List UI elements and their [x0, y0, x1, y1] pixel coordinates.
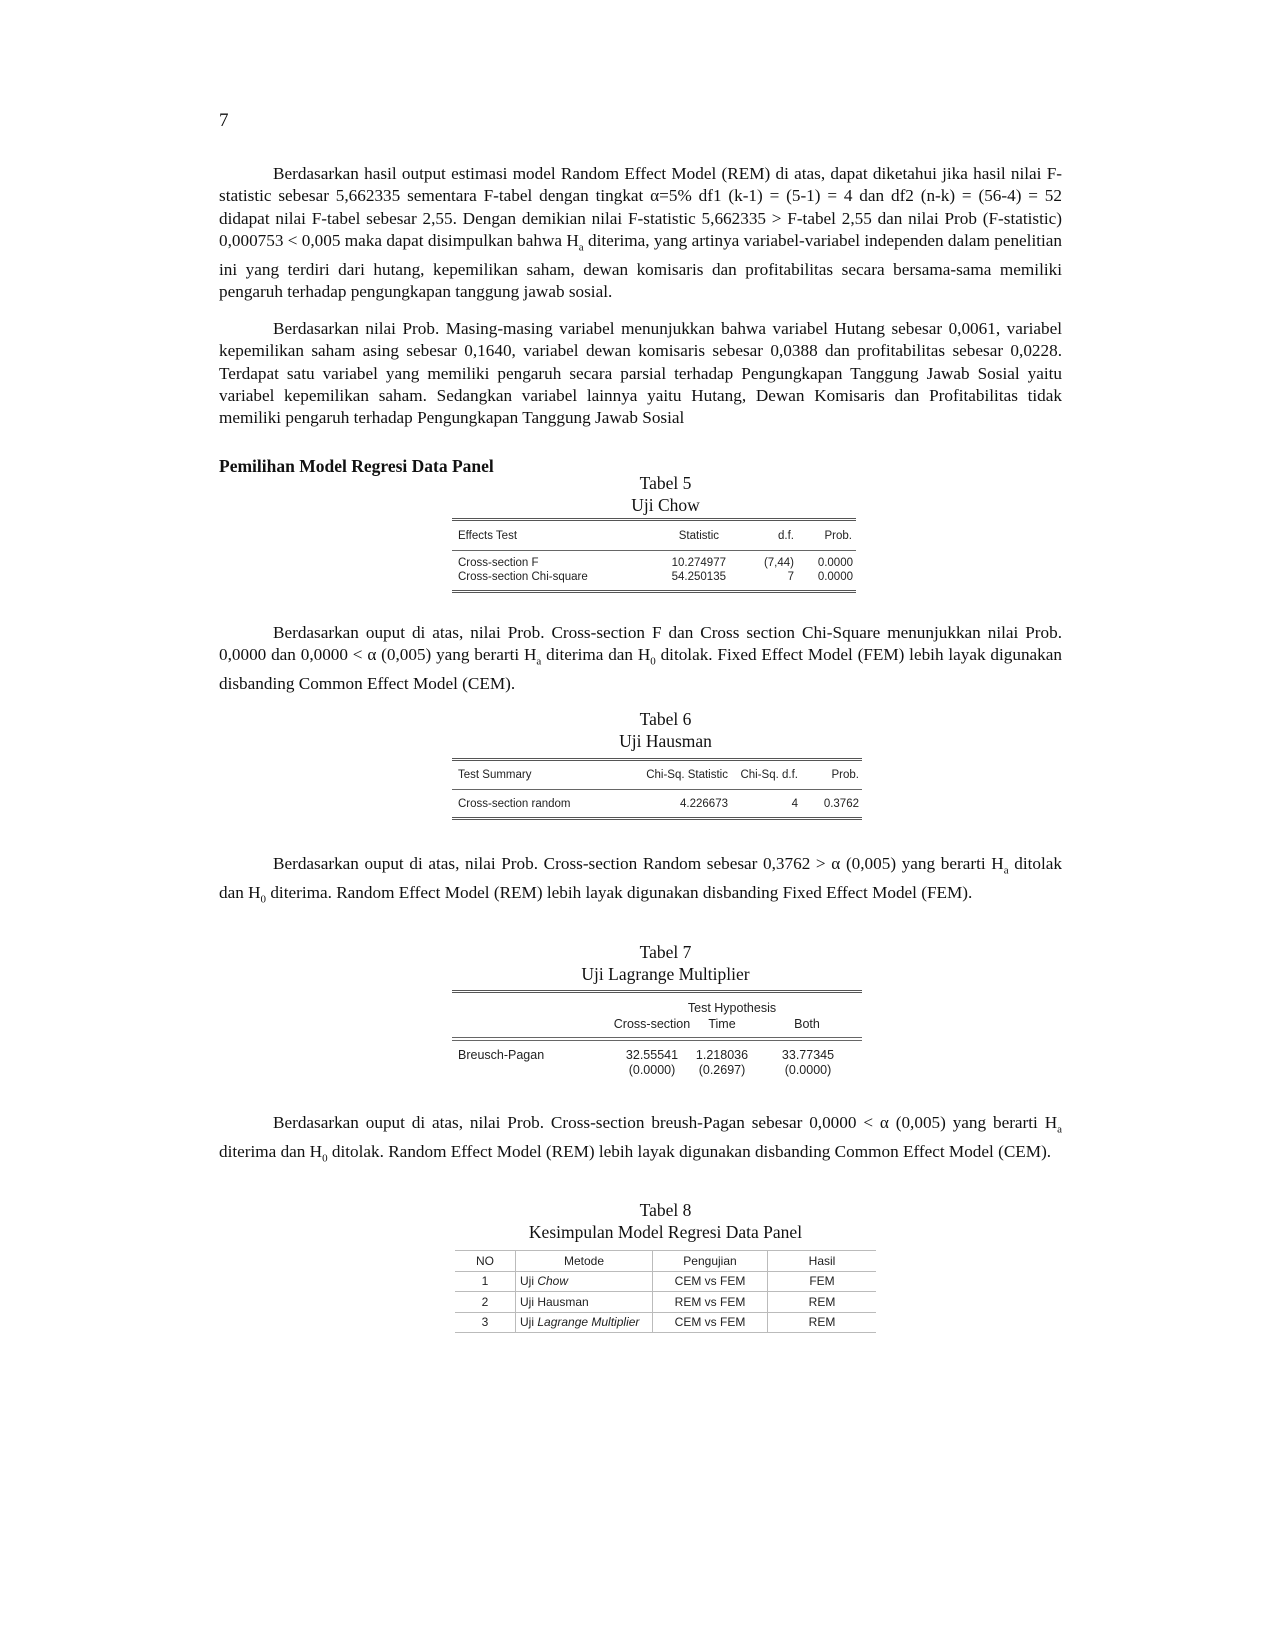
table5-caption-title: Uji Chow — [631, 495, 700, 515]
table8-row3-hasil: REM — [768, 1312, 877, 1333]
table8-row2-no: 2 — [455, 1292, 516, 1313]
table6-caption-number: Tabel 6 — [639, 709, 692, 729]
table8-header-metode: Metode — [516, 1251, 653, 1272]
page-number: 7 — [219, 110, 229, 131]
table5-row2-df: 7 — [787, 571, 794, 583]
table7-caption-number: Tabel 7 — [639, 942, 692, 962]
table5-row1-statistic: 10.274977 — [671, 557, 726, 569]
table7-header-both: Both — [794, 1017, 820, 1031]
table8-row3-no: 3 — [455, 1312, 516, 1333]
table5-row2-prob: 0.0000 — [817, 571, 853, 583]
table7-row-label: Breusch-Pagan — [458, 1048, 545, 1062]
table-row — [455, 1312, 876, 1333]
table7-caption-title: Uji Lagrange Multiplier — [581, 964, 750, 984]
table5-header-statistic: Statistic — [678, 530, 719, 542]
table-kesimpulan — [455, 1250, 876, 1333]
table8-header-no: NO — [455, 1251, 516, 1272]
table6-header-chi-sq-df: Chi-Sq. d.f. — [740, 769, 798, 781]
paragraph-hausman-result: Berdasarkan ouput di atas, nilai Prob. Cross-section Random sebesar 0,3762 > α (0,005) yang berarti $H_a$ ditolak dan $H_0$ diterima. Random Effect Model (REM) lebih layak digunakan disbanding Fixed Effect Model (FEM). — [219, 854, 1062, 906]
table8-caption-number: Tabel 8 — [639, 1200, 692, 1220]
table8-header-pengujian: Pengujian — [653, 1251, 768, 1272]
table8-caption-title: Kesimpulan Model Regresi Data Panel — [528, 1222, 803, 1242]
table8-row1-hasil: FEM — [768, 1271, 877, 1292]
table6-row1-label: Cross-section random — [458, 798, 571, 810]
table8-row2-pengujian: REM vs FEM — [653, 1292, 768, 1313]
paragraph-t-test: Berdasarkan nilai Prob. Masing-masing variabel menunjukkan bahwa variabel Hutang sebesar 0,0061, variabel kepemilikan saham asing sebesar 0,1640, variabel dewan komisaris sebesar 0,0388 dan profitabilitas sebesar 0,0228. Terdapat satu variabel yang memiliki pengaruh secara parsial terhadap Pengungkapan Tanggung Jawab Sosial yaitu variabel kepemilikan saham. Sedangkan variabel lainnya yaitu Hutang, Dewan Komisaris dan Profitabilitas tidak memiliki pengaruh terhadap Pengungkapan Tanggung Jawab Sosial — [219, 319, 1062, 428]
table-row — [455, 1271, 876, 1292]
table6-header-prob: Prob. — [831, 769, 859, 781]
table8-row1-no: 1 — [455, 1271, 516, 1292]
table8-header-hasil: Hasil — [768, 1251, 877, 1272]
table8-row3-pengujian: CEM vs FEM — [653, 1312, 768, 1333]
paragraph-chow-result: Berdasarkan ouput di atas, nilai Prob. Cross-section F dan Cross section Chi-Square menunjukkan nilai Prob. 0,0000 dan 0,0000 < α (0,005) yang berarti $H_a$ diterima dan $H_0$ ditolak. Fixed Effect Model (FEM) lebih layak digunakan disbanding Common Effect Model (CEM). — [219, 623, 1062, 694]
table5-header-df: d.f. — [778, 530, 794, 542]
table7-prob-both: (0.0000) — [784, 1063, 832, 1077]
table-uji-chow — [452, 518, 856, 598]
table5-row1-prob: 0.0000 — [817, 557, 853, 569]
table7-group-header: Test Hypothesis — [687, 1001, 777, 1015]
section-heading: Pemilihan Model Regresi Data Panel — [219, 456, 494, 476]
table7-value-both: 33.77345 — [781, 1048, 835, 1062]
table8-row2-metode: Uji Hausman — [516, 1292, 653, 1313]
table6-header-test-summary: Test Summary — [458, 769, 532, 781]
table6-row1-df: 4 — [791, 798, 798, 810]
table5-caption-number: Tabel 5 — [639, 473, 692, 493]
table7-prob-time: (0.2697) — [698, 1063, 746, 1077]
table6-row1-statistic: 4.226673 — [680, 798, 728, 810]
table5-header-effects-test: Effects Test — [458, 530, 518, 542]
table5-row2-label: Cross-section Chi-square — [458, 571, 588, 583]
table6-row1-prob: 0.3762 — [823, 798, 859, 810]
paragraph-lm-result: Berdasarkan ouput di atas, nilai Prob. Cross-section breush-Pagan sebesar 0,0000 < α (0,005) yang berarti $H_a$ diterima dan $H_0$ ditolak. Random Effect Model (REM) lebih layak digunakan disbanding Common Effect Model (CEM). — [219, 1113, 1062, 1165]
table5-header-prob: Prob. — [824, 530, 852, 542]
table8-row1-metode: Uji Chow — [516, 1271, 653, 1292]
table8-row2-hasil: REM — [768, 1292, 877, 1313]
paragraph-f-test: Berdasarkan hasil output estimasi model Random Effect Model (REM) di atas, dapat diketahui jika hasil nilai F-statistic sebesar 5,662335 sementara F-tabel dengan tingkat α=5% df1 (k-1) = (5-1) = 4 dan df2 (n-k) = (56-4) = 52 didapat nilai F-tabel sebesar 2,55. Dengan demikian nilai F-statistic 5,662335 > F-tabel 2,55 dan nilai Prob (F-statistic) 0,000753 < 0,005 maka dapat disimpulkan bahwa $H_a$ diterima, yang artinya variabel-variabel independen dalam penelitian ini yang terdiri dari hutang, kepemilikan saham, dewan komisaris dan profitabilitas secara bersama-sama memiliki pengaruh terhadap pengungkapan tanggung jawab sosial. — [219, 164, 1062, 301]
table6-header-chi-sq-statistic: Chi-Sq. Statistic — [646, 769, 728, 781]
table5-row2-statistic: 54.250135 — [671, 571, 726, 583]
table7-header-time: Time — [708, 1017, 736, 1031]
table-uji-lagrange-multiplier — [452, 990, 862, 1080]
table5-row1-label: Cross-section F — [458, 557, 539, 569]
table8-row3-metode: Uji Lagrange Multiplier — [516, 1312, 653, 1333]
table5-row1-df: (7,44) — [763, 557, 794, 569]
table7-value-cross-section: 32.55541 — [625, 1048, 679, 1062]
table7-header-cross-section: Cross-section — [613, 1017, 691, 1031]
table6-caption-title: Uji Hausman — [619, 731, 712, 751]
table-uji-hausman — [452, 758, 862, 824]
table8-row1-pengujian: CEM vs FEM — [653, 1271, 768, 1292]
table-row — [455, 1292, 876, 1313]
table7-prob-cross-section: (0.0000) — [628, 1063, 676, 1077]
table7-value-time: 1.218036 — [695, 1048, 749, 1062]
